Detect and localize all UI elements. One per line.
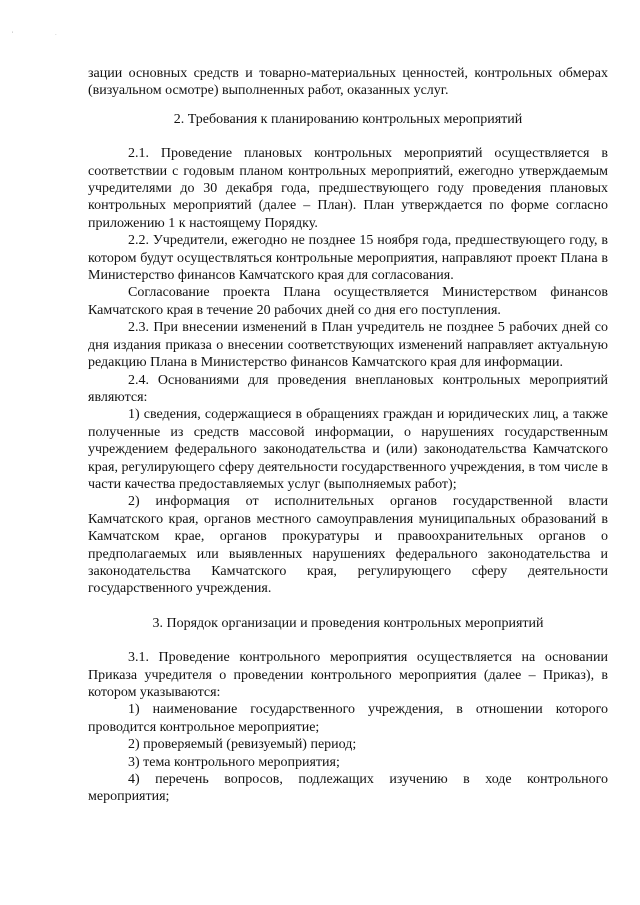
paragraph-3-1-item-3: 3) тема контрольного мероприятия; [128, 754, 340, 770]
section-2-heading: 2. Требования к планированию контрольных мероприятий [173, 111, 523, 127]
paragraph-3-1-item-4: 4) перечень вопросов, подлежащих изучению в ходе контрольного мероприятия; [88, 772, 608, 805]
paragraph-3-1-item-1: 1) наименование государственного учреждения, в отношении которого проводится контрольное мероприятие; [88, 702, 608, 735]
paragraph-3-1-item-2: 2) проверяемый (ревизуемый) период; [128, 737, 357, 753]
paragraph-2-4: 2.4. Основаниями для проведения внеплановых контрольных мероприятий являются: [88, 372, 608, 405]
section-3-heading: 3. Порядок организации и проведения контрольных мероприятий [152, 615, 544, 631]
document-body [88, 65, 608, 806]
paragraph-2-4-item-1: 1) сведения, содержащиеся в обращениях граждан и юридических лиц, а также полученные из средств массовой информации, о нарушениях государственным учреждением федерального законодательства и (или) законодательства Камчатского края, регулирующего сферу деятельности государственного учреждения, в том числе в части качества предоставляемых услуг (выполняемых работ); [88, 407, 608, 492]
scan-marks: ' · [12, 32, 77, 38]
paragraph-2-3: 2.3. При внесении изменений в План учредитель не позднее 5 рабочих дней со дня издания приказа о внесении соответствующих изменений направляет актуальную редакцию Плана в Министерство финансов Камчатского края для информации. [88, 320, 608, 371]
paragraph-3-1: 3.1. Проведение контрольного мероприятия осуществляется на основании Приказа учредителя о проведении контрольного мероприятия (далее – Приказ), в котором указываются: [88, 650, 608, 700]
paragraph-2-2-approval: Согласование проекта Плана осуществляется Министерством финансов Камчатского края в течение 20 рабочих дней со дня его поступления. [88, 285, 608, 318]
paragraph-2-4-item-2: 2) информация от исполнительных органов государственной власти Камчатского края, органов местного самоуправления муниципальных образований в Камчатском крае, органов прокуратуры и правоохранительных органов о предполагаемых или выявленных нарушениях федерального законодательства и законодательства Камчатского края, регулирующего сферу деятельности государственного учреждения. [88, 494, 608, 597]
paragraph-2-2: 2.2. Учредители, ежегодно не позднее 15 ноября года, предшествующего году, в котором будут осуществляться контрольные мероприятия, направляют проект Плана в Министерство финансов Камчатского края для согласования. [88, 233, 608, 284]
paragraph-2-1: 2.1. Проведение плановых контрольных мероприятий осуществляется в соответствии с годовым планом контрольных мероприятий, ежегодно утверждаемым учредителями до 30 декабря года, предшествующего году проведения плановых контрольных мероприятий (далее – План). План утверждается по форме согласно приложению 1 к настоящему Порядку. [88, 146, 608, 231]
intro-paragraph: зации основных средств и товарно-материальных ценностей, контрольных обмерах (визуальном осмотре) выполненных работ, оказанных услуг. [88, 66, 608, 99]
